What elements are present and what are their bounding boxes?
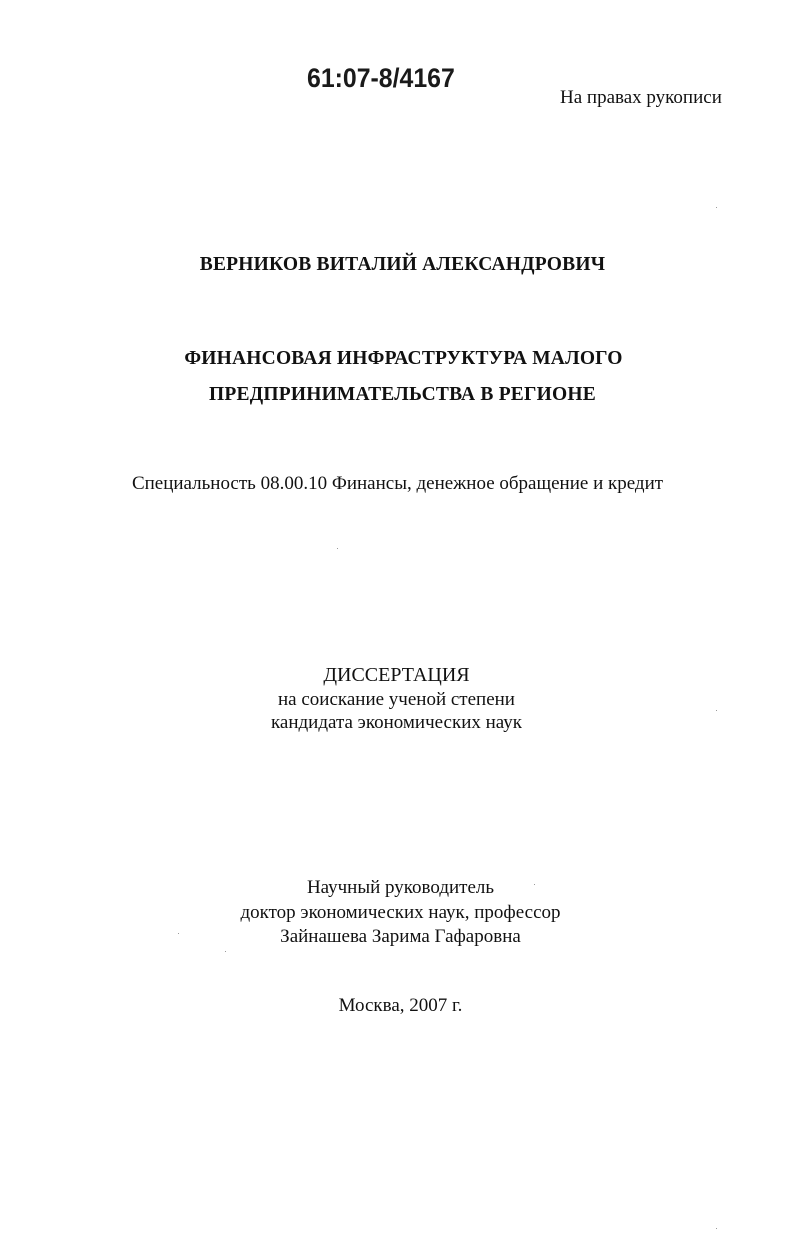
archive-stamp-number: 61:07-8/4167 [307,63,455,93]
degree-line-2: кандидата экономических наук [270,712,523,733]
scan-speck [716,1228,717,1229]
scan-speck [225,951,226,952]
thesis-title-line-1: ФИНАНСОВАЯ ИНФРАСТРУКТУРА МАЛОГО [184,348,623,369]
thesis-title-line-2: ПРЕДПРИНИМАТЕЛЬСТВА В РЕГИОНЕ [209,384,596,405]
work-type-heading: ДИССЕРТАЦИЯ [323,664,470,686]
scan-speck [716,710,717,711]
scan-speck [716,207,717,208]
scan-speck [534,884,535,885]
supervisor-name: Зайнашева Зарима Гафаровна [280,926,521,947]
author-name: ВЕРНИКОВ ВИТАЛИЙ АЛЕКСАНДРОВИЧ [199,254,606,275]
scan-speck [178,933,179,934]
scan-speck [337,548,338,549]
rights-notice: На правах рукописи [560,87,722,108]
city-and-year: Москва, 2007 г. [338,995,463,1016]
specialty-line: Специальность 08.00.10 Финансы, денежное обращение и кредит [131,473,664,494]
supervisor-role: Научный руководитель [306,877,495,898]
degree-line-1: на соискание ученой степени [278,689,515,710]
supervisor-credentials: доктор экономических наук, профессор [240,902,561,923]
